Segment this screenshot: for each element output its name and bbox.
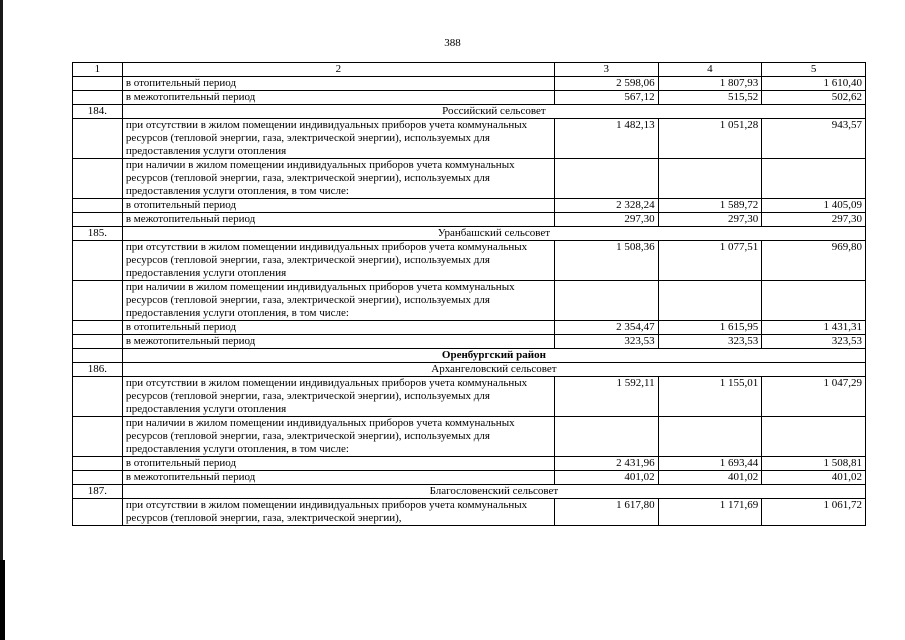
scan-edge	[0, 0, 3, 640]
row-description: в отопительный период	[122, 457, 554, 471]
page-number: 388	[444, 37, 461, 49]
tariff-table-body	[73, 63, 866, 526]
row-description: при наличии в жилом помещении индивидуальных приборов учета коммунальных ресурсов (тепловой энергии, газа, электрической энергии), используемых для предоставления услуги отопления, в том числе:	[122, 417, 554, 457]
value-col-5: 502,62	[762, 91, 866, 105]
row-number: 184.	[73, 105, 123, 119]
column-header: 3	[554, 63, 658, 77]
row-description: в межотопительный период	[122, 91, 554, 105]
row-number	[73, 91, 123, 105]
value-col-4: 1 077,51	[658, 241, 762, 281]
section-row	[73, 363, 866, 377]
table-row	[73, 457, 866, 471]
section-title: Архангеловский сельсовет	[122, 363, 865, 377]
row-description: при отсутствии в жилом помещении индивидуальных приборов учета коммунальных ресурсов (тепловой энергии, газа, электрической энергии),	[122, 499, 554, 526]
table-row	[73, 77, 866, 91]
value-col-4: 1 155,01	[658, 377, 762, 417]
value-col-3	[554, 159, 658, 199]
row-number	[73, 457, 123, 471]
value-col-4: 1 807,93	[658, 77, 762, 91]
column-header-row	[73, 63, 866, 77]
value-col-3: 1 592,11	[554, 377, 658, 417]
row-number	[73, 321, 123, 335]
value-col-4: 297,30	[658, 213, 762, 227]
row-number: 185.	[73, 227, 123, 241]
value-col-4: 1 171,69	[658, 499, 762, 526]
row-number	[73, 281, 123, 321]
section-row	[73, 485, 866, 499]
value-col-4	[658, 417, 762, 457]
table-row	[73, 91, 866, 105]
value-col-4: 1 589,72	[658, 199, 762, 213]
table-row	[73, 281, 866, 321]
value-col-3	[554, 417, 658, 457]
section-title: Благословенский сельсовет	[122, 485, 865, 499]
row-number	[73, 213, 123, 227]
row-number	[73, 119, 123, 159]
value-col-5	[762, 159, 866, 199]
value-col-5: 1 047,29	[762, 377, 866, 417]
table-row	[73, 213, 866, 227]
row-number	[73, 471, 123, 485]
row-description: в межотопительный период	[122, 471, 554, 485]
row-number	[73, 241, 123, 281]
row-number	[73, 349, 123, 363]
table-row	[73, 471, 866, 485]
tariff-table	[72, 62, 866, 526]
table-row	[73, 159, 866, 199]
value-col-3: 2 431,96	[554, 457, 658, 471]
row-description: при отсутствии в жилом помещении индивидуальных приборов учета коммунальных ресурсов (тепловой энергии, газа, электрической энергии), используемых для предоставления услуги отопления	[122, 377, 554, 417]
table-row	[73, 119, 866, 159]
table-row	[73, 335, 866, 349]
value-col-5: 1 610,40	[762, 77, 866, 91]
scan-edge-bottom	[0, 560, 5, 640]
row-description: при наличии в жилом помещении индивидуальных приборов учета коммунальных ресурсов (тепловой энергии, газа, электрической энергии), используемых для предоставления услуги отопления, в том числе:	[122, 159, 554, 199]
table-row	[73, 417, 866, 457]
value-col-4: 401,02	[658, 471, 762, 485]
section-row	[73, 227, 866, 241]
row-description: в межотопительный период	[122, 335, 554, 349]
value-col-5: 1 061,72	[762, 499, 866, 526]
value-col-3: 2 598,06	[554, 77, 658, 91]
column-header: 4	[658, 63, 762, 77]
row-number	[73, 417, 123, 457]
row-description: в межотопительный период	[122, 213, 554, 227]
row-number	[73, 199, 123, 213]
column-header: 2	[122, 63, 554, 77]
value-col-4: 515,52	[658, 91, 762, 105]
value-col-3: 567,12	[554, 91, 658, 105]
value-col-5: 1 431,31	[762, 321, 866, 335]
value-col-5: 401,02	[762, 471, 866, 485]
value-col-3: 323,53	[554, 335, 658, 349]
value-col-3: 1 617,80	[554, 499, 658, 526]
value-col-4: 1 051,28	[658, 119, 762, 159]
row-description: в отопительный период	[122, 321, 554, 335]
value-col-5: 1 405,09	[762, 199, 866, 213]
value-col-4: 323,53	[658, 335, 762, 349]
value-col-5: 297,30	[762, 213, 866, 227]
section-title: Уранбашский сельсовет	[122, 227, 865, 241]
district-title: Оренбургский район	[122, 349, 865, 363]
column-header: 5	[762, 63, 866, 77]
value-col-4	[658, 159, 762, 199]
table-row	[73, 241, 866, 281]
row-description: в отопительный период	[122, 199, 554, 213]
row-description: при отсутствии в жилом помещении индивидуальных приборов учета коммунальных ресурсов (тепловой энергии, газа, электрической энергии), используемых для предоставления услуги отопления	[122, 119, 554, 159]
value-col-5	[762, 417, 866, 457]
row-number	[73, 77, 123, 91]
row-number: 187.	[73, 485, 123, 499]
table-row	[73, 199, 866, 213]
value-col-5: 969,80	[762, 241, 866, 281]
row-number	[73, 335, 123, 349]
value-col-3: 2 328,24	[554, 199, 658, 213]
value-col-5: 1 508,81	[762, 457, 866, 471]
table-row	[73, 321, 866, 335]
value-col-5	[762, 281, 866, 321]
value-col-3: 2 354,47	[554, 321, 658, 335]
section-title: Российский сельсовет	[122, 105, 865, 119]
district-heading-row	[73, 349, 866, 363]
value-col-3: 297,30	[554, 213, 658, 227]
table-row	[73, 499, 866, 526]
row-number	[73, 499, 123, 526]
value-col-3	[554, 281, 658, 321]
value-col-3: 1 508,36	[554, 241, 658, 281]
row-description: при отсутствии в жилом помещении индивидуальных приборов учета коммунальных ресурсов (тепловой энергии, газа, электрической энергии), используемых для предоставления услуги отопления	[122, 241, 554, 281]
row-description: при наличии в жилом помещении индивидуальных приборов учета коммунальных ресурсов (тепловой энергии, газа, электрической энергии), используемых для предоставления услуги отопления, в том числе:	[122, 281, 554, 321]
value-col-4: 1 693,44	[658, 457, 762, 471]
row-description: в отопительный период	[122, 77, 554, 91]
column-header: 1	[73, 63, 123, 77]
row-number	[73, 159, 123, 199]
value-col-3: 1 482,13	[554, 119, 658, 159]
value-col-5: 323,53	[762, 335, 866, 349]
value-col-4: 1 615,95	[658, 321, 762, 335]
row-number: 186.	[73, 363, 123, 377]
row-number	[73, 377, 123, 417]
value-col-4	[658, 281, 762, 321]
value-col-5: 943,57	[762, 119, 866, 159]
table-row	[73, 377, 866, 417]
value-col-3: 401,02	[554, 471, 658, 485]
section-row	[73, 105, 866, 119]
